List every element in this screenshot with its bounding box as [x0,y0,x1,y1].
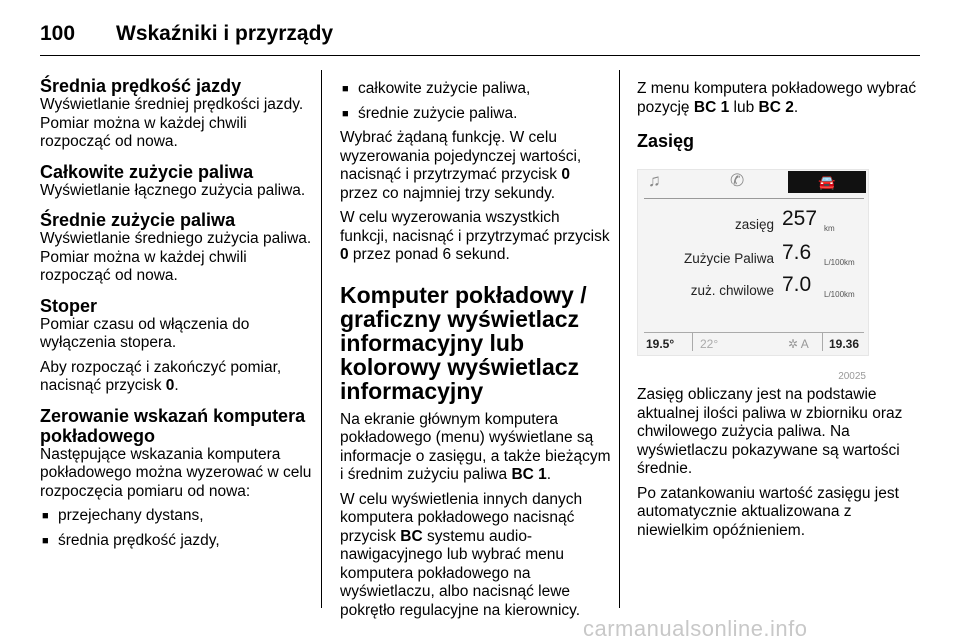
watermark: carmanualsonline.info [583,616,808,641]
clock-time: 19.36 [829,337,860,351]
fan-icon: ✲ A [788,337,809,351]
page-number: 100 [40,22,76,45]
key-label: BC 2 [758,98,794,116]
key-label: BC 1 [511,466,547,483]
bullet-list [340,80,612,123]
key-label: 0 [165,377,175,394]
column-3 [637,80,919,540]
section-heading: Średnia prędkość jazdy [40,76,242,96]
chapter-heading: Komputer pokładowy / graficzny wyświetlacz informacyjny lub kolorowy wyświetlacz informacyjny [340,281,587,404]
paragraph: Wyświetlanie średniej prędkości jazdy. Pomiar można w każdej chwili rozpocząć od nowa. [40,96,304,150]
section-heading: Zerowanie wskazań komputera pokładowego [40,405,306,446]
set-temperature: 22° [700,337,719,351]
section-heading: Zasięg [637,131,695,151]
column-divider [619,70,620,608]
display-divider [644,198,864,199]
music-note-icon: ♫ [648,171,661,190]
display-label: Zużycie Paliwa [683,251,774,266]
phone-icon: ✆ [730,171,745,190]
car-icon: 🚘 [788,171,866,193]
display-label: zuż. chwilowe [690,283,774,298]
section-heading: Stoper [40,295,98,316]
paragraph: Aby rozpocząć i zakończyć pomiar, nacisnąć przycisk 0. [40,358,282,394]
list-item: ■ przejechany dystans, [40,507,312,526]
list-item: ■ średnie zużycie paliwa. [340,105,612,124]
display-unit: L/100km [824,290,855,299]
column-1 [40,76,312,556]
paragraph: Wyświetlanie łącznego zużycia paliwa. [40,181,306,199]
section-heading: Średnie zużycie paliwa [40,210,236,230]
paragraph: Z menu komputera pokładowego wybrać pozycję BC 1 lub BC 2. [637,80,917,116]
status-separator [822,333,823,351]
paragraph: Pomiar czasu od włączenia do wyłączenia stopera. [40,315,250,351]
display-unit: km [824,224,835,233]
display-value: 7.6 [782,241,812,264]
header-rule [40,55,920,56]
running-title: Wskaźniki i przyrządy [116,22,334,45]
display-value: 7.0 [782,273,812,296]
status-separator [692,333,693,351]
list-item: ■ średnia prędkość jazdy, [40,532,312,551]
section-heading: Całkowite zużycie paliwa [40,161,254,182]
column-2 [340,80,612,620]
display-status-bar [638,335,868,353]
paragraph: W celu wyświetlenia innych danych komputera pokładowego nacisnąć przycisk BC systemu audio-nawigacyjnego lub wybrać menu komputera pokładowego na wyświetlaczu, albo nacisnąć lewe pokrętło regulacyjne na kierownicy. [340,490,583,619]
list-item: ■ całkowite zużycie paliwa, [340,80,612,99]
bullet-list [40,507,312,550]
display-unit: L/100km [824,258,855,267]
display-label: zasięg [734,217,774,232]
key-label: BC 1 [693,98,730,116]
paragraph: Wybrać żądaną funkcję. W celu wyzerowania pojedynczej wartości, nacisnąć i przytrzymać przycisk 0 przez co najmniej trzy sekundy. [340,129,582,202]
paragraph: Zasięg obliczany jest na podstawie aktualnej ilości paliwa w zbiorniku oraz chwilowego zużycia paliwa. Na wyświetlaczu pokazywane są wartości średnie. [637,386,903,477]
info-display-illustration [637,169,869,382]
inside-temperature: 19.5° [646,337,675,351]
display-divider [644,332,864,333]
paragraph: Po zatankowaniu wartość zasięgu jest automatycznie aktualizowana z niewielkim opóźnieniem. [637,484,899,539]
figure-number: 20025 [838,371,866,382]
key-label: 0 [340,246,349,263]
key-label: BC [400,527,423,545]
column-divider [321,70,322,608]
paragraph: W celu wyzerowania wszystkich funkcji, nacisnąć i przytrzymać przycisk 0 przez ponad 6 sekund. [340,209,610,263]
paragraph: Następujące wskazania komputera pokładowego można wyzerować w celu rozpoczęcia pomiaru od nowa: [40,445,312,500]
key-label: 0 [561,166,570,183]
paragraph: Wyświetlanie średniego zużycia paliwa. Pomiar można w każdej chwili rozpocząć od nowa. [40,230,312,284]
paragraph: Na ekranie głównym komputera pokładowego (menu) wyświetlane są informacje o zasięgu, a także bieżącym i średnim zużyciu paliwa BC 1. [340,410,611,483]
display-value: 257 [782,207,818,230]
